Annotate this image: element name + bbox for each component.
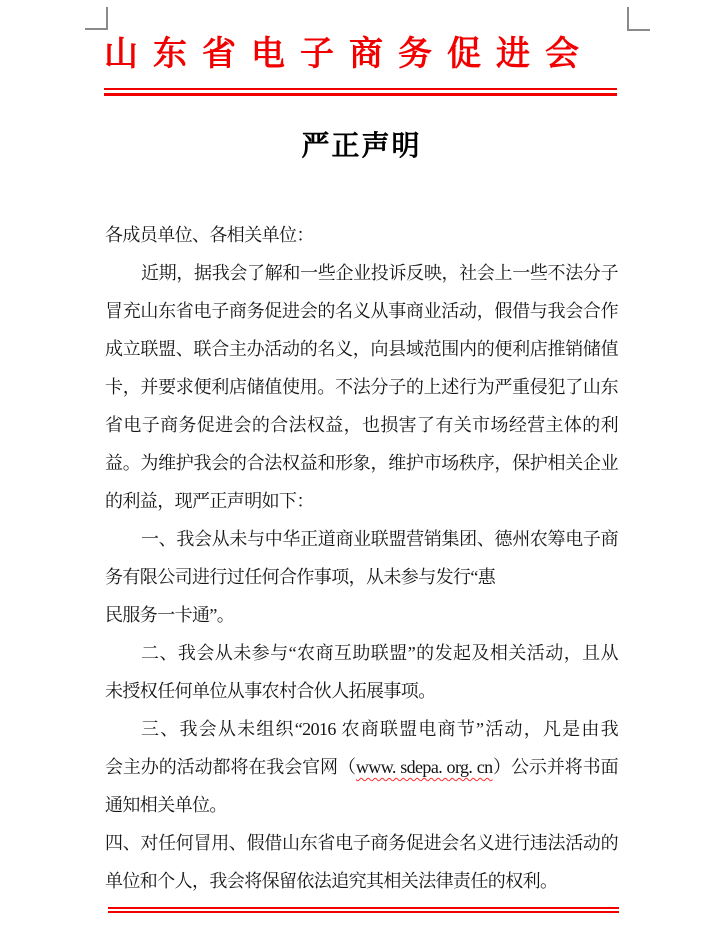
letterhead-org-name: 山东省电子商务促进会: [104, 35, 594, 73]
body-line: 务有限公司进行过任何合作事项，从未参与发行“惠: [105, 567, 496, 587]
body-line: 未授权任何单位从事农村合伙人拓展事项。: [105, 681, 436, 701]
body-line: 卡，并要求便利店储值使用。不法分子的上述行为严重侵犯了山东: [105, 377, 618, 397]
body-line: 二、我会从未参与“农商互助联盟”的发起及相关活动，且从: [141, 643, 618, 663]
body-text-segment: 会主办的活动都将在我会官网（: [105, 757, 356, 777]
letterhead-double-rule: [104, 88, 617, 96]
body-line: 省电子商务促进会的合法权益，也损害了有关市场经营主体的利: [105, 415, 618, 435]
document-body: [105, 216, 618, 900]
body-line: 益。为维护我会的合法权益和形象，维护市场秩序，保护相关企业: [105, 453, 618, 473]
body-line: 的利益，现严正声明如下：: [105, 491, 314, 511]
document-title: 严正声明: [301, 130, 422, 161]
body-line: 成立联盟、联合主办活动的名义，向县域范围内的便利店推销储值: [105, 339, 618, 359]
body-line: 近期，据我会了解和一些企业投诉反映，社会上一些不法分子: [141, 263, 618, 283]
body-line: 单位和个人，我会将保留依法追究其相关法律责任的权利。: [105, 871, 558, 891]
body-line: 民服务一卡通”。: [105, 605, 235, 625]
body-line: 冒充山东省电子商务促进会的名义从事商业活动，假借与我会合作: [105, 301, 618, 321]
footer-double-rule: [108, 907, 619, 913]
body-line: 一、我会从未与中华正道商业联盟营销集团、德州农筹电子商: [141, 529, 618, 549]
body-text-segment: ）公示并将书面: [492, 757, 618, 777]
margin-crop-mark-top-right: [627, 7, 650, 31]
body-line: [105, 748, 618, 786]
body-line: 三、我会从未组织“2016 农商联盟电商节”活动，凡是由我: [141, 719, 618, 739]
margin-crop-mark-top-left: [85, 7, 108, 30]
body-line: 各成员单位、各相关单位：: [105, 225, 314, 245]
body-line: 四、对任何冒用、假借山东省电子商务促进会名义进行违法活动的: [105, 833, 618, 853]
website-url: www. sdepa. org. cn: [355, 757, 493, 777]
body-line: 通知相关单位。: [105, 795, 227, 815]
